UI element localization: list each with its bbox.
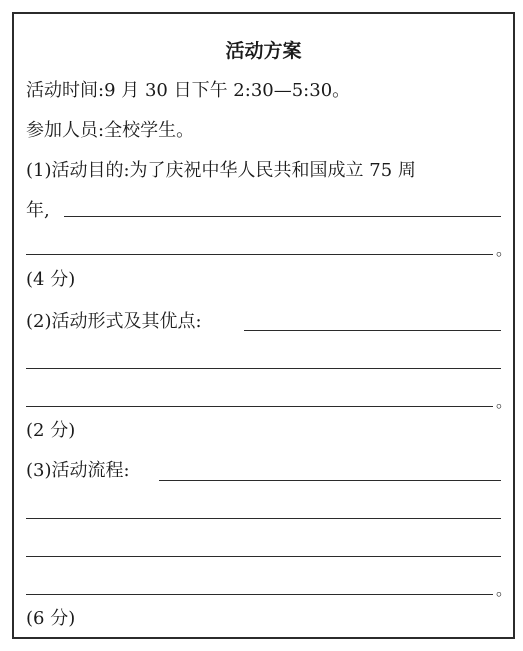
q3-answer-line-2[interactable] <box>26 518 501 519</box>
q3-answer-line-1[interactable] <box>159 480 501 481</box>
q1-end-mark: 。 <box>496 240 513 259</box>
q1-answer-line-2[interactable] <box>26 254 493 255</box>
q1-answer-line-1[interactable] <box>64 216 501 217</box>
q2-answer-line-1[interactable] <box>244 330 501 331</box>
q3-end-mark: 。 <box>496 580 513 599</box>
activity-plan-box <box>12 12 515 639</box>
q2-answer-line-2[interactable] <box>26 368 501 369</box>
q2-answer-line-3[interactable] <box>26 406 493 407</box>
activity-time-line: 活动时间:9 月 30 日下午 2:30—5:30。 <box>26 80 351 101</box>
participants-line: 参加人员:全校学生。 <box>26 120 195 141</box>
q3-answer-line-3[interactable] <box>26 556 501 557</box>
q3-score: (6 分) <box>26 608 76 629</box>
q1-score: (4 分) <box>26 269 76 290</box>
q2-end-mark: 。 <box>496 392 513 411</box>
plan-title: 活动方案 <box>225 40 302 62</box>
q3-prompt: (3)活动流程: <box>26 460 130 481</box>
q1-prompt-line2: 年, <box>26 200 50 221</box>
q2-prompt: (2)活动形式及其优点: <box>26 311 202 332</box>
q3-answer-line-4[interactable] <box>26 594 493 595</box>
q1-prompt-line1: (1)活动目的:为了庆祝中华人民共和国成立 75 周 <box>26 160 416 181</box>
q2-score: (2 分) <box>26 420 76 441</box>
